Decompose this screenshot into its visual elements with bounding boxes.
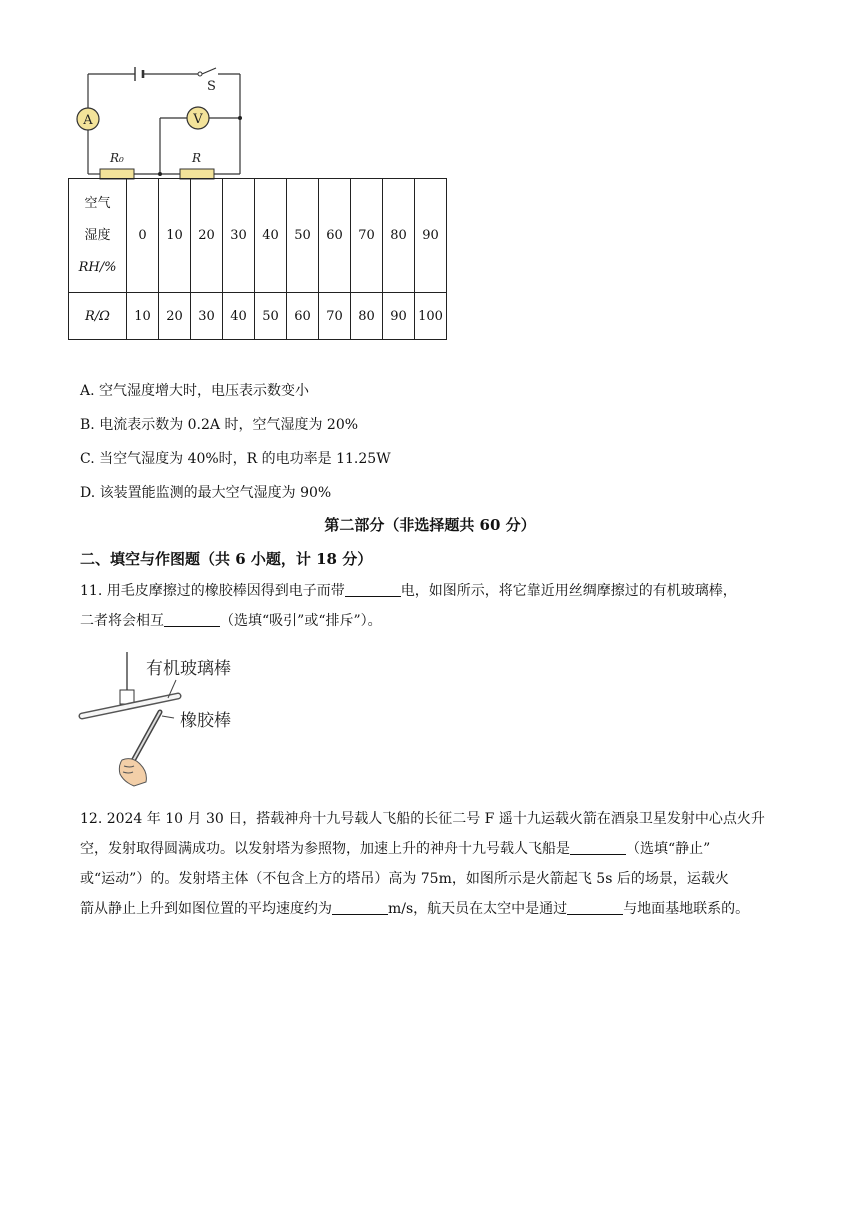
battery-icon <box>135 67 143 81</box>
option-b: B. 电流表示数为 0.2A 时，空气湿度为 20% <box>80 417 359 433</box>
rh-cell: 50 <box>287 179 319 293</box>
q11-blank-2 <box>164 612 220 627</box>
question-11 <box>80 576 800 636</box>
glass-rod-label: 有机玻璃棒 <box>146 659 231 679</box>
rh-header-line: 空气 <box>84 195 111 211</box>
option-a: A. 空气湿度增大时，电压表示数变小 <box>80 383 310 399</box>
resistor-r-icon <box>180 151 214 179</box>
question-12 <box>80 804 820 924</box>
r-cell: 50 <box>255 293 287 340</box>
rubber-rod-label: 橡胶棒 <box>180 711 231 731</box>
r0-label: R₀ <box>110 151 124 165</box>
q12-text: 或“运动”）的。发射塔主体（不包含上方的塔吊）高为 75m，如图所示是火箭起飞 5s 后的场景，运载火 <box>80 871 729 887</box>
q12-text: m/s，航天员在太空中是通过 <box>388 901 568 917</box>
switch-pivot <box>198 72 202 76</box>
r-cell: 30 <box>191 293 223 340</box>
table-row <box>69 179 447 293</box>
r-label: R <box>192 151 202 165</box>
table-row <box>69 293 447 340</box>
option-c: C. 当空气湿度为 40%时，R 的电功率是 11.25W <box>80 451 391 467</box>
rh-header-line: 湿度 <box>84 227 111 243</box>
rh-header-line: RH/% <box>78 259 117 275</box>
q12-blank-1 <box>570 840 626 855</box>
part2-title: 第二部分（非选择题共 60 分） <box>324 516 536 534</box>
rh-header-cell <box>69 179 127 293</box>
rh-cell: 40 <box>255 179 287 293</box>
q12-blank-2 <box>332 900 388 915</box>
resistor-r0-icon <box>100 151 134 179</box>
rh-cell: 90 <box>415 179 447 293</box>
option-d: D. 该装置能监测的最大空气湿度为 90% <box>80 485 332 501</box>
switch-label: S <box>207 79 216 94</box>
q11-text: 电，如图所示，将它靠近用丝绸摩擦过的有机玻璃棒， <box>400 583 737 599</box>
q12-text: 12. 2024 年 10 月 30 日，搭载神舟十九号载人飞船的长征二号 F 遥十九运载火箭在酒泉卫星发射中心点火升 <box>80 811 765 827</box>
r-cell: 10 <box>127 293 159 340</box>
rh-cell: 60 <box>319 179 351 293</box>
r-cell: 80 <box>351 293 383 340</box>
voltmeter-icon <box>187 107 209 129</box>
r-cell: 100 <box>415 293 447 340</box>
rh-cell: 70 <box>351 179 383 293</box>
q11-text: 11. 用毛皮摩擦过的橡胶棒因得到电子而带 <box>80 583 345 599</box>
junction-dot <box>158 172 162 176</box>
section2-heading: 二、填空与作图题（共 6 小题，计 18 分） <box>80 550 373 568</box>
ammeter-icon <box>77 108 99 130</box>
q11-blank-1 <box>345 582 401 597</box>
r-cell: 60 <box>287 293 319 340</box>
q12-blank-3 <box>567 900 623 915</box>
r-cell: 20 <box>159 293 191 340</box>
q12-text: 箭从静止上升到如图位置的平均速度约为 <box>80 901 332 917</box>
r-cell: 90 <box>383 293 415 340</box>
q11-text: 二者将会相互 <box>80 613 164 629</box>
ammeter-label: A <box>83 113 93 128</box>
rh-cell: 30 <box>223 179 255 293</box>
rh-cell: 80 <box>383 179 415 293</box>
voltmeter-label: V <box>193 112 203 127</box>
q12-text: 与地面基地联系的。 <box>623 901 750 917</box>
r-cell: 70 <box>319 293 351 340</box>
rh-cell: 20 <box>191 179 223 293</box>
humidity-resistance-table <box>68 178 447 340</box>
q12-text: 空，发射取得圆满成功。以发射塔为参照物，加速上升的神舟十九号载人飞船是 <box>80 841 570 857</box>
r-cell: 40 <box>223 293 255 340</box>
junction-dot <box>238 116 242 120</box>
r-header-cell: R/Ω <box>69 293 127 340</box>
hand-icon <box>119 759 146 786</box>
q11-text: （选填“吸引”或“排斥”）。 <box>220 613 382 629</box>
q12-text: （选填“静止” <box>626 841 711 857</box>
rh-cell: 10 <box>159 179 191 293</box>
circuit-diagram <box>70 62 250 180</box>
rh-cell: 0 <box>127 179 159 293</box>
